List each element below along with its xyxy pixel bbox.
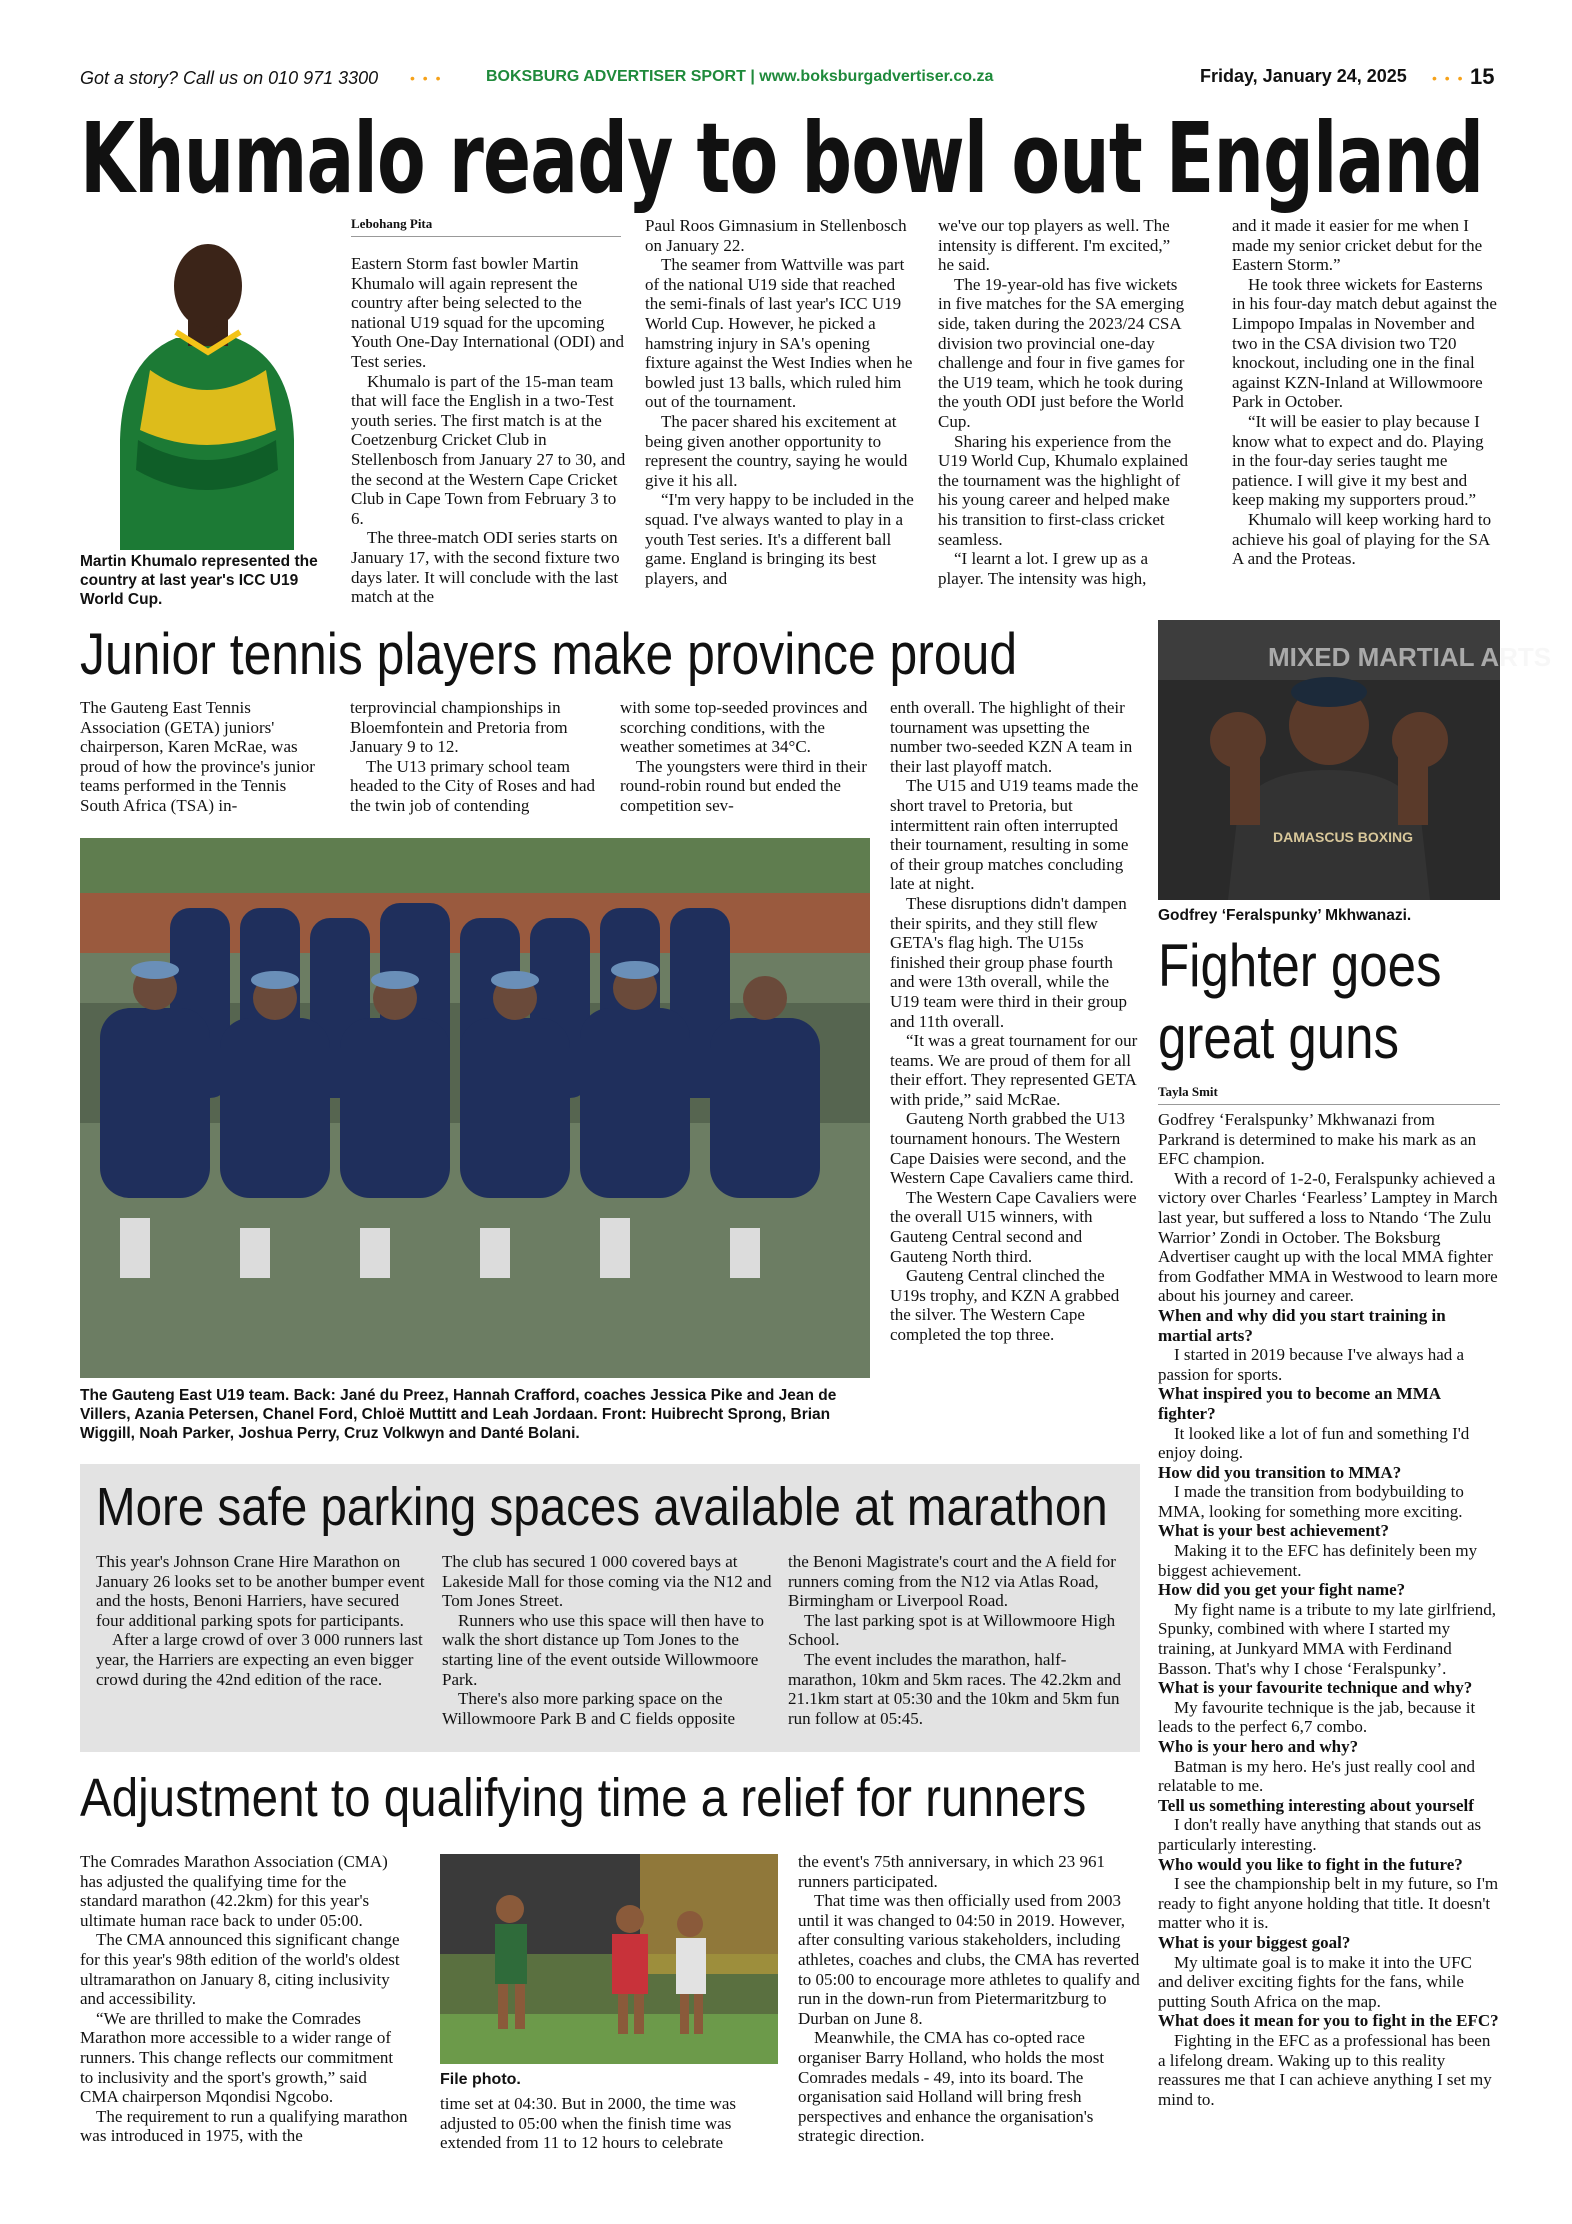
paragraph: the event's 75th anniversary, in which 23 961 runners participated. [798, 1852, 1105, 1891]
photo-tennis-team [80, 838, 870, 1378]
interview-question: Who would you like to fight in the future? [1158, 1854, 1463, 1874]
interview-question: What is your biggest goal? [1158, 1932, 1351, 1952]
paragraph: “I learnt a lot. I grew up as a player. The intensity was high, [938, 549, 1148, 588]
interview-question: Who is your hero and why? [1158, 1737, 1359, 1756]
paragraph: The U15 and U19 teams made the short travel to Pretoria, but intermittent rain often interrupted their tournament, resulting in some of their group matches concluding late at night. [890, 776, 1139, 894]
paragraph: Fighting in the EFC as a professional has been a lifelong dream. Waking up to this reality reassures me that I can achieve anything I set my mind to. [1158, 2030, 1492, 2109]
paragraph: My favourite technique is the jab, because it leads to the perfect 6,7 combo. [1158, 1697, 1476, 1737]
paragraph: After a large crowd of over 3 000 runners last year, the Harriers are expecting an even bigger crowd during the 42nd edition of the race. [96, 1630, 423, 1689]
paragraph: the Benoni Magistrate's court and the A field for runners coming from the N12 via Atlas Road, Birmingham or Liverpool Road. [788, 1552, 1116, 1611]
headline-comrades: Adjustment to qualifying time a relief for runners [80, 1768, 1087, 1828]
paragraph: time set at 04:30. But in 2000, the time was adjusted to 05:00 when the finish time was extended from 11 to 12 hours to celebrate [440, 2094, 737, 2153]
paragraph: “We are thrilled to make the Comrades Marathon more accessible to a wider range of runners. This change reflects our commitment to inclusivity and the sport's growth,” said CMA chairperson Mqondisi Ngcobo. [80, 2008, 394, 2107]
page-number: 15 [1470, 64, 1495, 89]
banner-text: MIXED MARTIAL ARTS [1268, 642, 1552, 672]
paragraph: These disruptions didn't dampen their spirits, and they still flew GETA's flag high. The U15s finished their group phase fourth and were 13th overall, while the U19 team were third in their group and 11th overall. [890, 893, 1127, 1031]
paragraph: Khumalo will keep working hard to achieve his goal of playing for the SA A and the Proteas. [1232, 509, 1492, 569]
headline-khumalo: Khumalo ready to bowl out England [80, 101, 1484, 216]
interview-question: What is your favourite technique and why? [1158, 1678, 1473, 1698]
story4-col2 [442, 1552, 772, 1728]
cricketer-illustration [80, 220, 332, 550]
tennis-team-illustration [80, 838, 870, 1378]
interview-question: When and why did you start training in martial arts? [1158, 1305, 1446, 1345]
divider-dots-right: • • • [1432, 70, 1465, 86]
story1-col4 [1232, 216, 1500, 569]
paragraph: Eastern Storm fast bowler Martin Khumalo will again represent the country after being selected to the national U19 squad for the upcoming Youth One-Day International (ODI) and Test series. [351, 254, 625, 371]
paragraph: The U13 primary school team headed to the City of Roses and had the twin job of contending [350, 756, 596, 815]
paragraph: Gauteng North grabbed the U13 tournament honours. The Western Cape Daisies were second, and the Western Cape Cavaliers came third. [890, 1109, 1134, 1188]
headline-fighter: Fighter goes great guns [1158, 932, 1442, 1071]
story2-col4 [890, 698, 1140, 1345]
paragraph: He took three wickets for Easterns in his four-day match debut against the Limpopo Impalas in November and two in the CSA division two T20 knockout, including one in the final against KZN-Inland at Willowmoore Park in October. [1232, 274, 1497, 412]
fighter-illustration [1158, 620, 1552, 900]
caption-comrades: File photo. [440, 2071, 521, 2088]
divider-dots: • • • [410, 70, 443, 86]
paragraph: Khumalo is part of the 15-man team that will face the English in a two-Test youth series. The first match is at the Coetzenburg Cricket Club in Stellenbosch from January 27 to 30, and the second at the Western Cape Cricket Club in Cape Town from February 3 to 6. [351, 371, 626, 528]
paragraph: Batman is my hero. He's just really cool and relatable to me. [1158, 1756, 1475, 1796]
story1-col2 [645, 216, 917, 588]
headline-parking: More safe parking spaces available at marathon [96, 1477, 1108, 1537]
interview-question: How did you transition to MMA? [1158, 1462, 1402, 1482]
paragraph: terprovincial championships in Bloemfontein and Pretoria from January 9 to 12. [350, 698, 568, 757]
paragraph: The three-match ODI series starts on January 17, with the second fixture two days later. It will conclude with the last match at the [351, 528, 620, 607]
paragraph: Making it to the EFC has definitely been my biggest achievement. [1158, 1541, 1478, 1580]
paragraph: It looked like a lot of fun and something I'd enjoy doing. [1158, 1423, 1470, 1463]
paragraph: with some top-seeded provinces and scorching conditions, with the weather sometimes at 34°C. [620, 698, 868, 757]
story5-col2 [440, 2094, 780, 2153]
paragraph: The CMA announced this significant change for this year's 98th edition of the world's oldest ultramarathon on January 8, citing inclusivity and accessibility. [80, 1930, 400, 2009]
paragraph: The last parking spot is at Willowmoore High School. [788, 1610, 1116, 1650]
issue-date: Friday, January 24, 2025 [1200, 66, 1407, 86]
paragraph: The 19-year-old has five wickets in five matches for the SA emerging side, taken during the 2023/24 CSA division two provincial one-day challenge and four in five games for the U19 team, which he took during the youth ODI just before the World Cup. [938, 274, 1185, 431]
story4-col1 [96, 1552, 426, 1689]
headline-tennis: Junior tennis players make province proud [80, 622, 1018, 687]
paragraph: My fight name is a tribute to my late girlfriend, Spunky, combined with where I started my training, at Junkyard MMA with Ferdinand Basson. That's why I chose ‘Feralspunky’. [1158, 1599, 1496, 1678]
interview-question: What is your best achievement? [1158, 1521, 1390, 1541]
shirt-text: DAMASCUS BOXING [1273, 829, 1414, 845]
paragraph: “It will be easier to play because I know what to expect and do. Playing in the four-day series taught me patience. I will give it my best and keep making my supporters proud.” [1232, 411, 1484, 510]
page-header [80, 66, 1500, 92]
paragraph: The requirement to run a qualifying marathon was introduced in 1975, with the [80, 2106, 408, 2146]
story1-col1 [351, 254, 626, 607]
story-tip: Got a story? Call us on 010 971 3300 [80, 68, 379, 88]
paragraph: Sharing his experience from the U19 World Cup, Khumalo explained the tournament was the highlight of his young career and helped make his transition to first-class cricket seamless. [938, 431, 1188, 549]
paragraph: The youngsters were third in their round-robin round but ended the competition sev- [620, 756, 867, 815]
paragraph: and it made it easier for me when I made my senior cricket debut for the Eastern Storm.” [1232, 216, 1483, 275]
photo-khumalo [80, 220, 332, 550]
paragraph: we've our top players as well. The intensity is different. I'm excited,” he said. [938, 216, 1171, 275]
paragraph: enth overall. The highlight of their tournament was upsetting the number two-seeded KZN A team in their last playoff match. [890, 698, 1133, 776]
interview-question: Tell us something interesting about yourself [1158, 1795, 1474, 1815]
paragraph: The event includes the marathon, half-marathon, 10km and 5km races. The 42.2km and 21.1km start at 05:30 and the 10km and 5km fun run follow at 05:45. [788, 1649, 1121, 1728]
photo-fighter [1158, 620, 1552, 900]
paragraph: “I'm very happy to be included in the squad. I've always wanted to play in a youth Test series. It's a different ball game. England is bringing its best players, and [645, 490, 914, 588]
caption-fighter: Godfrey ‘Feralspunky’ Mkhwanazi. [1158, 907, 1412, 924]
byline-smit: Tayla Smit [1158, 1084, 1500, 1105]
paragraph: With a record of 1-2-0, Feralspunky achieved a victory over Charles ‘Fearless’ Lamptey in March last year, but suffered a loss to Ntando ‘The Zulu Warrior’ Zondi in October. The Boksburg Advertiser caught up with the local MMA fighter from Godfather MMA in Westwood to learn more about his journey and career. [1158, 1168, 1498, 1306]
paragraph: The Western Cape Cavaliers were the overall U15 winners, with Gauteng Central second and Gauteng North third. [890, 1187, 1137, 1266]
story2-col3 [620, 698, 872, 816]
section-title: BOKSBURG ADVERTISER SPORT | www.boksburgadvertiser.co.za [486, 68, 994, 85]
story3-body [1158, 1110, 1500, 2109]
caption-khumalo: Martin Khumalo represented the country at last year's ICC U19 World Cup. [80, 553, 318, 608]
byline-pita: Lebohang Pita [351, 216, 621, 251]
story5-col1 [80, 1852, 408, 2146]
runners-illustration [440, 1854, 778, 2064]
photo-comrades [440, 1854, 778, 2064]
paragraph: “It was a great tournament for our teams. We are proud of them for all their effort. They represented GETA with pride,” said McRae. [890, 1031, 1138, 1109]
interview-question: How did you get your fight name? [1158, 1580, 1406, 1600]
paragraph: I started in 2019 because I've always had a passion for sports. [1158, 1345, 1465, 1384]
story5-col3 [798, 1852, 1140, 2146]
paragraph: The Gauteng East Tennis Association (GETA) juniors' chairperson, Karen McRae, was proud of how the province's junior teams performed in the Tennis South Africa (TSA) in- [80, 698, 315, 815]
paragraph: I don't really have anything that stands out as particularly interesting. [1158, 1815, 1482, 1854]
paragraph: My ultimate goal is to make it into the UFC and deliver exciting fights for the fans, while putting South Africa on the map. [1158, 1952, 1472, 2011]
paragraph: This year's Johnson Crane Hire Marathon on January 26 looks set to be another bumper event and the hosts, Benoni Harriers, have secured four additional parking spots for participants. [96, 1552, 425, 1630]
paragraph: I made the transition from bodybuilding to MMA, looking for something more exciting. [1158, 1482, 1464, 1521]
paragraph: Gauteng Central clinched the U19s trophy, and KZN A grabbed the silver. The Western Cape completed the top three. [890, 1266, 1120, 1344]
story2-col2 [350, 698, 602, 816]
paragraph: Godfrey ‘Feralspunky’ Mkhwanazi from Parkrand is determined to make his mark as an EFC champion. [1158, 1110, 1477, 1169]
story1-col3 [938, 216, 1188, 588]
paragraph: I see the championship belt in my future, so I'm ready to fight anyone holding that title. It doesn't matter who it is. [1158, 1874, 1499, 1933]
paragraph: The Comrades Marathon Association (CMA) has adjusted the qualifying time for the standard marathon (42.2km) for this year's ultimate human race back to under 05:00. [80, 1852, 388, 1930]
paragraph: The club has secured 1 000 covered bays at Lakeside Mall for those coming via the N12 and Tom Jones Street. [442, 1552, 772, 1611]
story4-col3 [788, 1552, 1124, 1728]
interview-question: What inspired you to become an MMA fighter? [1158, 1384, 1441, 1423]
interview-question: What does it mean for you to fight in the EFC? [1158, 2011, 1499, 2031]
story2-col1 [80, 698, 330, 816]
parking-panel [80, 1464, 1140, 1752]
paragraph: Meanwhile, the CMA has co-opted race organiser Barry Holland, who holds the most Comrades medals - 49, into its board. The organisation said Holland will bring fresh perspectives and enhance the organisation's strategic direction. [798, 2028, 1105, 2146]
paragraph: There's also more parking space on the Willowmoore Park B and C fields opposite [442, 1689, 736, 1728]
paragraph: The pacer shared his excitement at being given another opportunity to represent the country, saying he would give it his all. [645, 411, 908, 490]
paragraph: Runners who use this space will then have to walk the short distance up Tom Jones to the starting line of the event outside Willowmoore Park. [442, 1610, 764, 1689]
paragraph: The seamer from Wattville was part of the national U19 side that reached the semi-finals of last year's ICC U19 World Cup. However, he picked a hamstring injury in SA's opening fixture against the West Indies when he bowled just 13 balls, which ruled him out of the tournament. [645, 255, 913, 412]
paragraph: Paul Roos Gimnasium in Stellenbosch on January 22. [645, 216, 907, 255]
caption-tennis: The Gauteng East U19 team. Back: Jané du Preez, Hannah Crafford, coaches Jessica Pike and Jean de Villers, Azania Petersen, Chanel Ford, Chloë Muttitt and Leah Jordaan. Front: Huibrecht Sprong, Brian Wiggill, Noah Parker, Joshua Perry, Cruz Volkwyn and Danté Bolani. [80, 1387, 837, 1442]
paragraph: That time was then officially used from 2003 until it was changed to 04:50 in 2019. However, after consulting various stakeholders, including athletes, coaches and clubs, the CMA has reverted to 05:00 to encourage more athletes to qualify and run in the down-run from Pietermaritzburg to Durban on June 8. [798, 1891, 1140, 2028]
